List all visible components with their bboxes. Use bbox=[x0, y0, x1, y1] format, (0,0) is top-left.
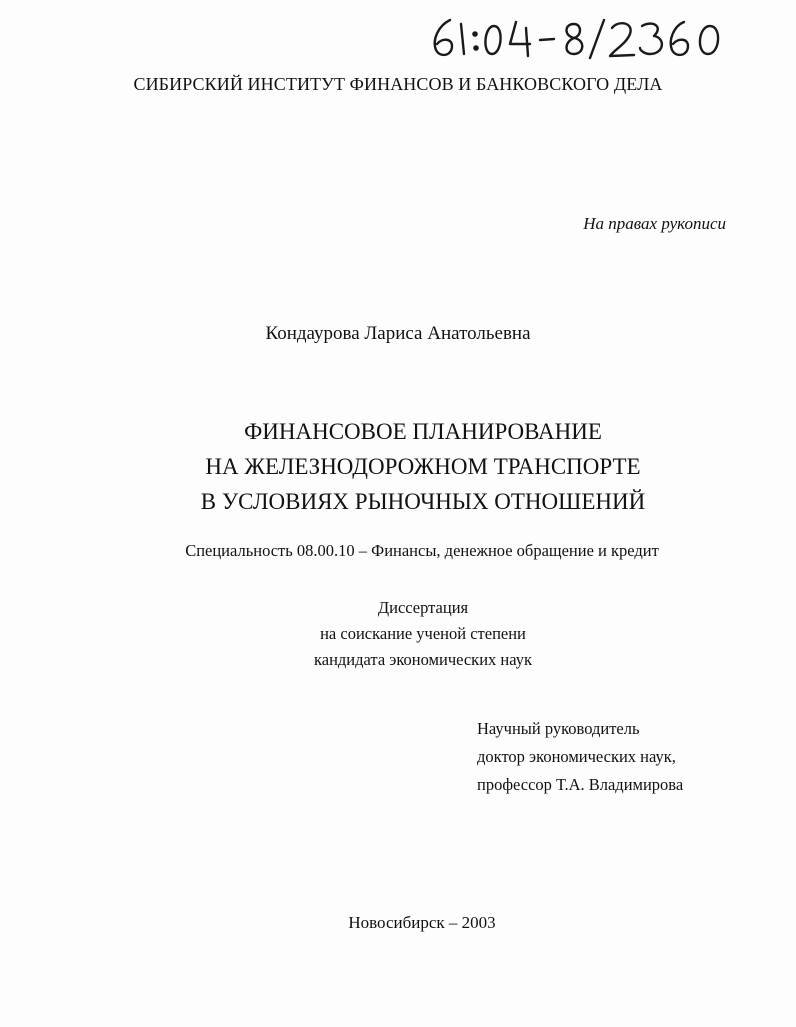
title-line: В УСЛОВИЯХ РЫНОЧНЫХ ОТНОШЕНИЙ bbox=[200, 489, 646, 514]
title-line: ФИНАНСОВОЕ ПЛАНИРОВАНИЕ bbox=[244, 419, 602, 444]
degree-statement bbox=[0, 595, 796, 673]
advisor-line: доктор экономических наук, bbox=[477, 747, 676, 766]
scientific-advisor bbox=[477, 715, 683, 799]
dissertation-title bbox=[0, 414, 796, 519]
author-name: Кондаурова Лариса Анатольевна bbox=[265, 323, 531, 344]
institute-name: СИБИРСКИЙ ИНСТИТУТ ФИНАНСОВ И БАНКОВСКОГО ДЕЛА bbox=[133, 74, 663, 94]
manuscript-rights-note: На правах рукописи bbox=[583, 214, 726, 233]
title-line: НА ЖЕЛЕЗНОДОРОЖНОМ ТРАНСПОРТЕ bbox=[205, 454, 641, 479]
handwritten-shelfmark bbox=[428, 14, 728, 62]
advisor-line: профессор Т.А. Владимирова bbox=[477, 775, 684, 794]
degree-line: на соискание ученой степени bbox=[320, 624, 526, 643]
speciality-line: Специальность 08.00.10 – Финансы, денежное обращение и кредит bbox=[185, 541, 659, 560]
advisor-line: Научный руководитель bbox=[477, 719, 640, 738]
degree-line: Диссертация bbox=[377, 598, 469, 617]
place-and-year: Новосибирск – 2003 bbox=[348, 913, 496, 932]
degree-line: кандидата экономических наук bbox=[313, 650, 532, 669]
